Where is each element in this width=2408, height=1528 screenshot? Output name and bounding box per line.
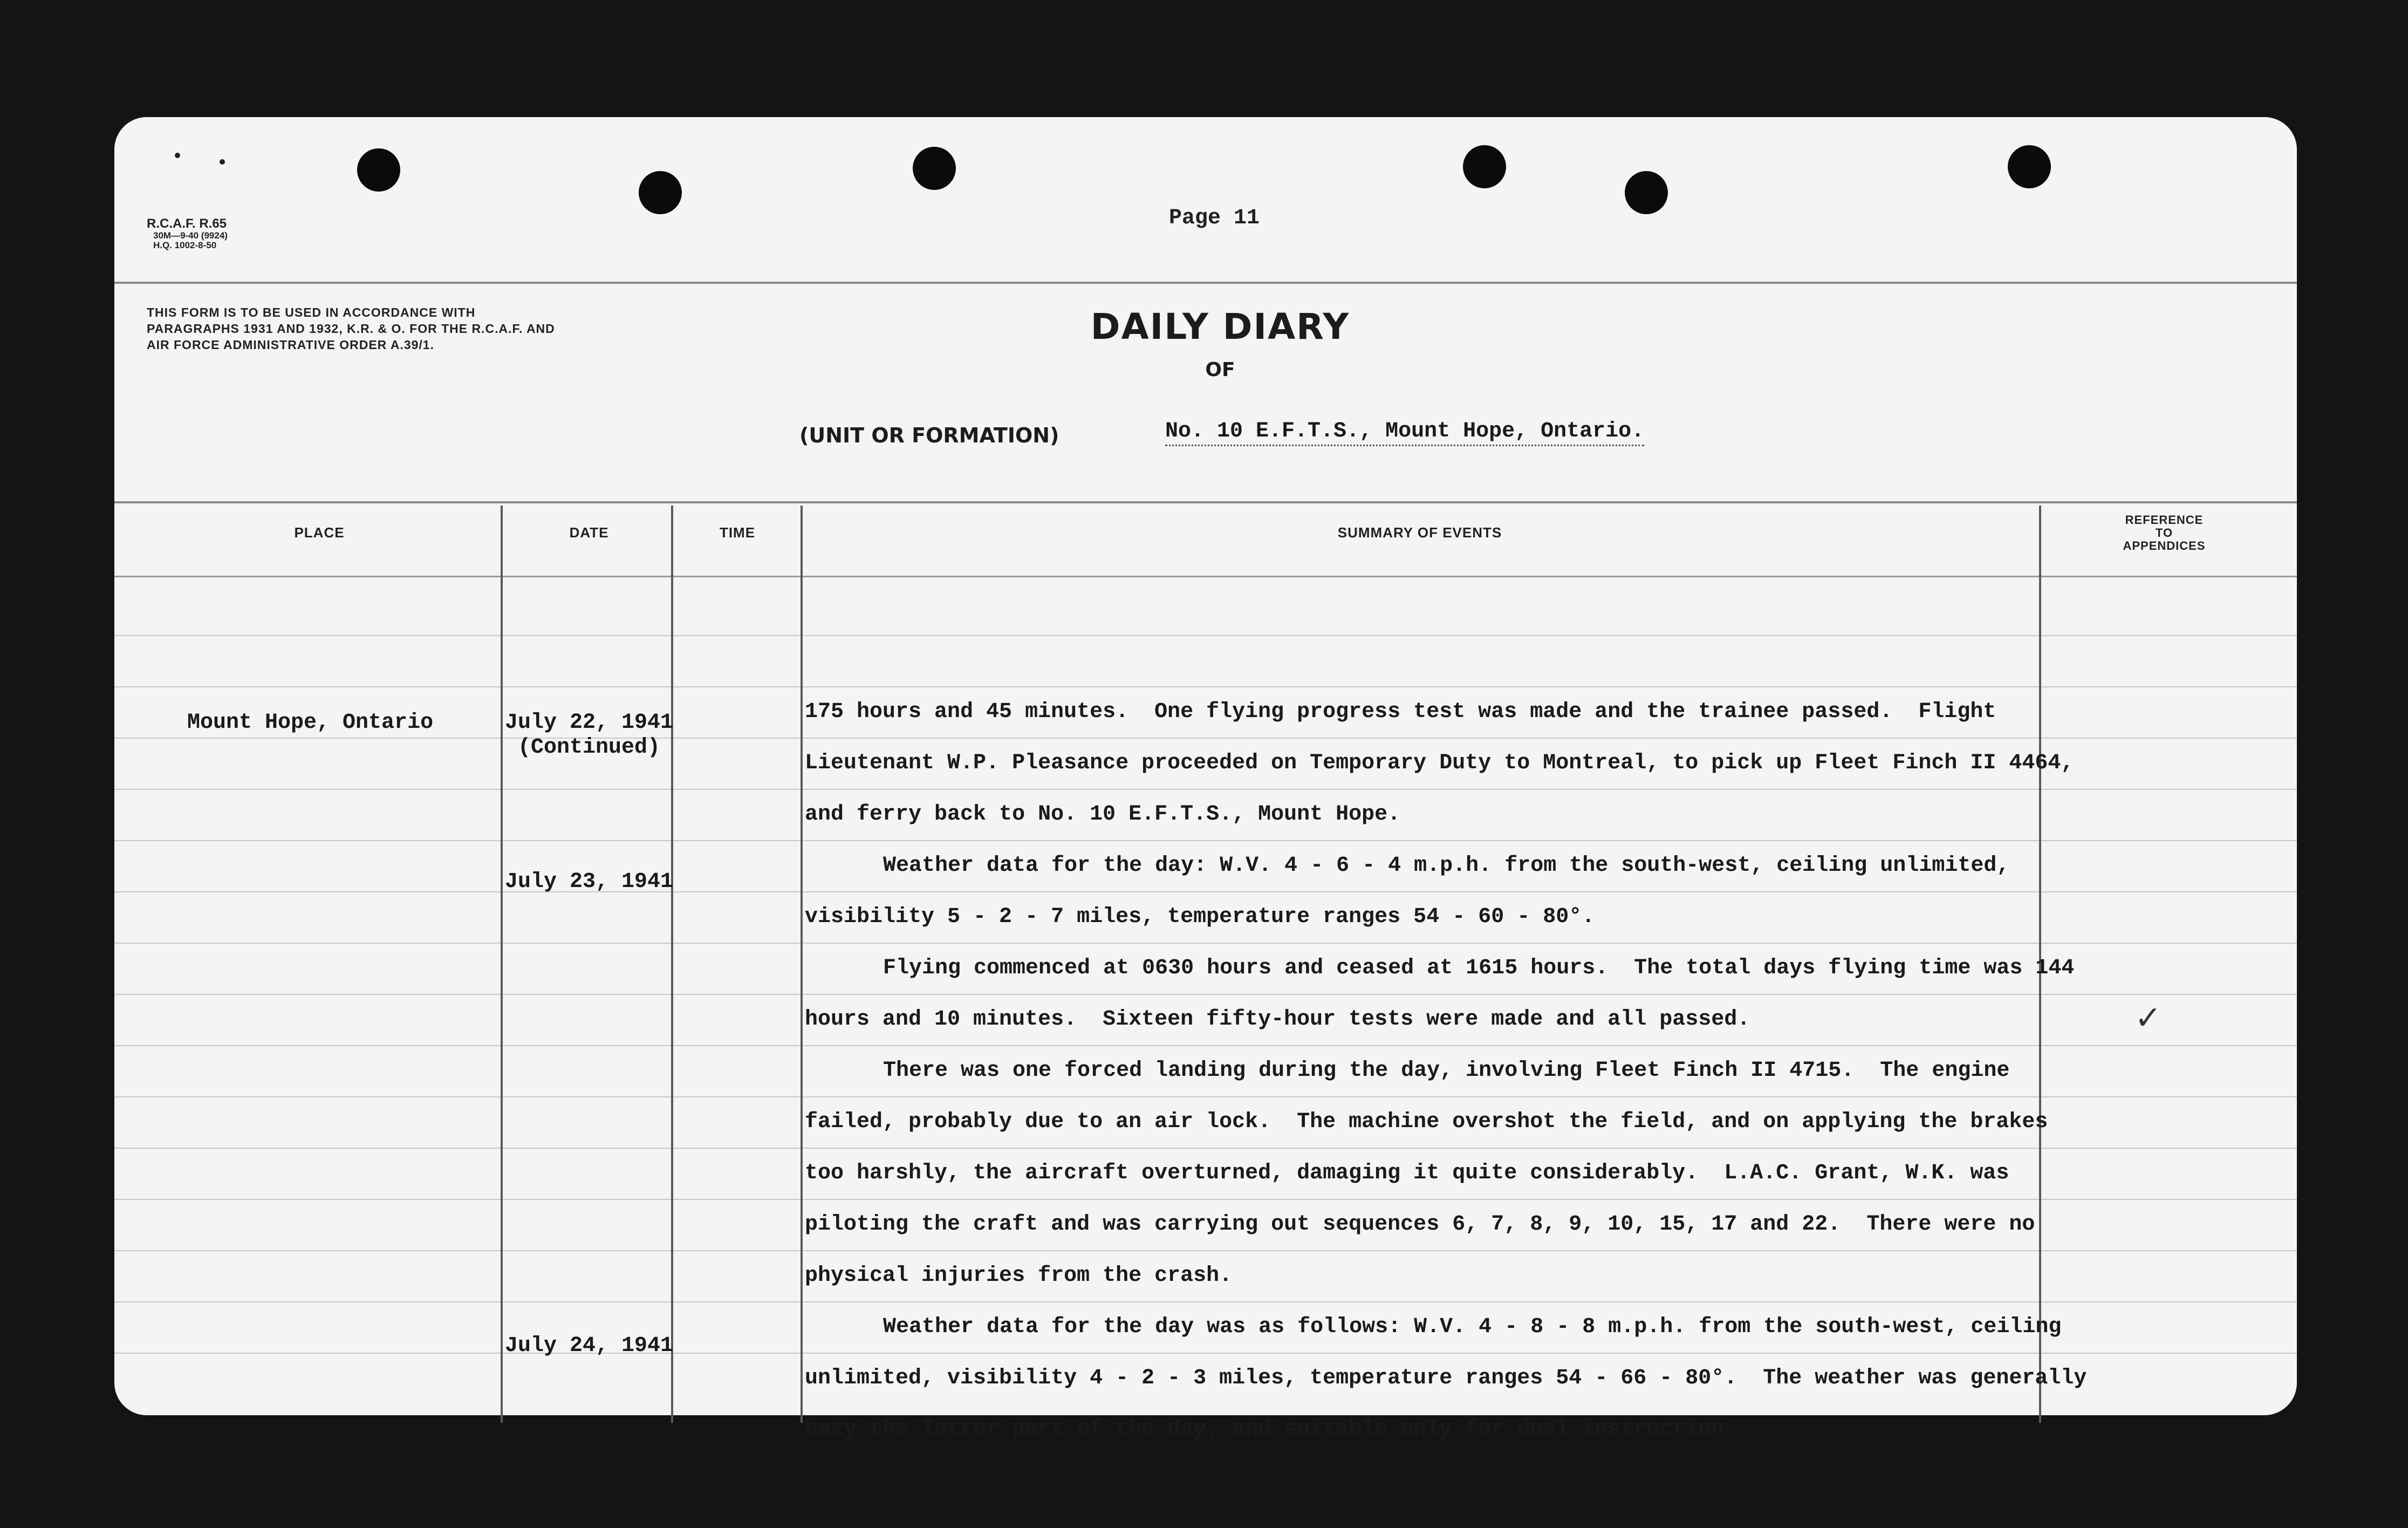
date-july-23: July 23, 1941: [504, 870, 674, 894]
column-rule: [801, 506, 803, 1423]
column-header-date: DATE: [569, 524, 609, 541]
form-code: R.C.A.F. R.65 30M—9-40 (9924) H.Q. 1002-8-50: [147, 216, 228, 250]
column-header-reference: REFERENCE TO APPENDICES: [2123, 513, 2206, 552]
punch-hole: [913, 147, 956, 190]
column-header-time: TIME: [719, 524, 756, 541]
date-july-24: July 24, 1941: [504, 1334, 674, 1358]
page-title: DAILY DIARY: [1090, 306, 1350, 347]
checkmark-icon: ✓: [2135, 999, 2162, 1037]
table-top-rule: [114, 501, 2297, 503]
header-divider: [114, 282, 2297, 284]
punch-hole: [357, 148, 400, 192]
punch-hole: [2008, 145, 2051, 188]
column-header-place: PLACE: [294, 524, 345, 541]
punch-hole: [639, 171, 682, 214]
punch-hole: [1625, 171, 1668, 214]
column-header-summary: SUMMARY OF EVENTS: [1337, 524, 1502, 541]
column-rule: [671, 506, 673, 1423]
speck: [175, 153, 180, 158]
date-july-22: July 22, 1941 (Continued): [504, 711, 674, 760]
place-value: Mount Hope, Ontario: [187, 711, 434, 735]
usage-note: THIS FORM IS TO BE USED IN ACCORDANCE WITH PARAGRAPHS 1931 AND 1932, K.R. & O. FOR THE R.C.A.F. AND AIR FORCE ADMINISTRATIVE ORDER A.39/1.: [147, 305, 555, 352]
title-of: OF: [1205, 359, 1235, 381]
entry-july-23-flying: Flying commenced at 0630 hours and ceased at 1615 hours. The total days flying time was 144 hours and 10 minutes. Sixteen fifty-hour tests were made and all passed.: [805, 956, 2088, 1032]
unit-label: (UNIT OR FORMATION): [799, 424, 1059, 447]
punch-hole: [1463, 145, 1506, 188]
ledger-line: [114, 635, 2297, 636]
table-header-rule: [114, 576, 2297, 577]
page-number: Page 11: [1169, 206, 1260, 230]
column-rule: [501, 506, 503, 1423]
unit-value: No. 10 E.F.T.S., Mount Hope, Ontario.: [1165, 419, 1644, 446]
diary-sheet: [114, 117, 2297, 1442]
speck: [220, 159, 225, 165]
entry-july-24-weather: Weather data for the day was as follows: W.V. 4 - 8 - 8 m.p.h. from the south-west, ceiling unlimited, visibility 4 - 2 - 3 miles, temperature ranges 54 - 66 - 80°. The weather was generally hazy the latter part of the day, and suitable only for dual instruction.: [805, 1315, 2100, 1442]
entry-july-23-weather: Weather data for the day: W.V. 4 - 6 - 4 m.p.h. from the south-west, ceiling unlimited, visibility 5 - 2 - 7 miles, temperature ranges 54 - 60 - 80°.: [805, 854, 2023, 929]
entry-july-23-forced-landing: There was one forced landing during the day, involving Fleet Finch II 4715. The engine failed, probably due to an air lock. The machine overshot the field, and on applying the brakes too harshly, the aircraft overturned, damaging it quite considerably. L.A.C. Grant, W.K. was piloting the craft and was carrying out sequences 6, 7, 8, 9, 10, 15, 17 and 22. There were no physical injuries from the crash.: [805, 1059, 2061, 1288]
entry-july-22: 175 hours and 45 minutes. One flying progress test was made and the trainee passed. Flight Lieutenant W.P. Pleasance proceeded on Temporary Duty to Montreal, to pick up Fleet Finch II 4464, and ferry back to No. 10 E.F.T.S., Mount Hope.: [805, 700, 2087, 827]
